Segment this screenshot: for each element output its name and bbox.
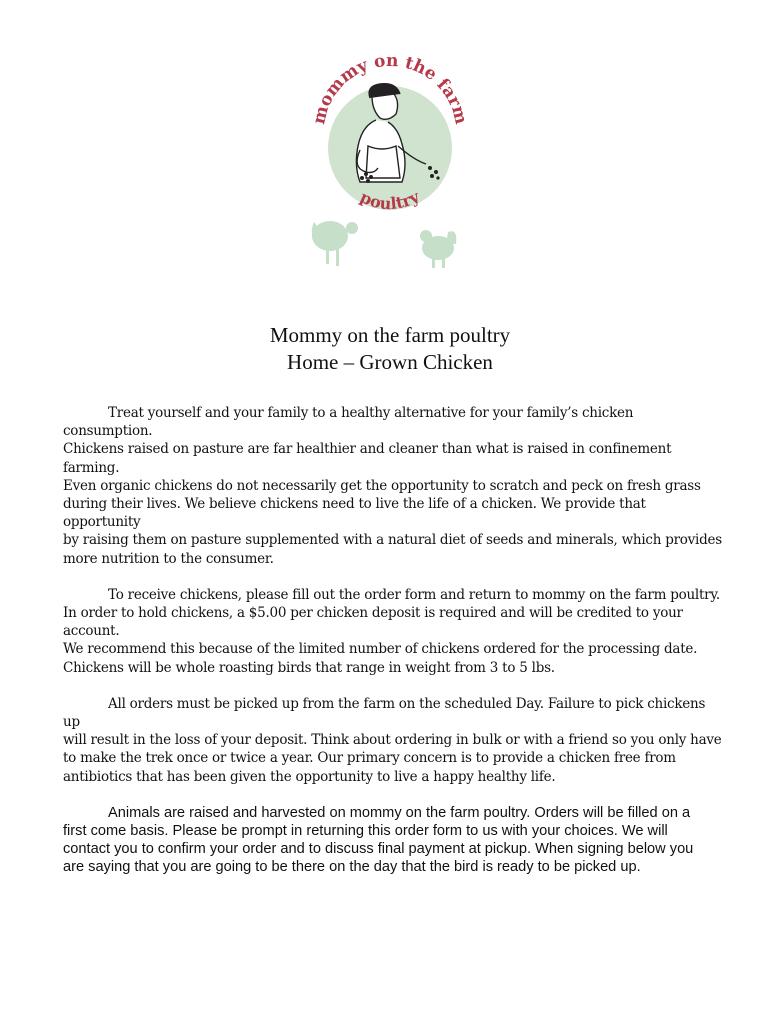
chicken-icon <box>420 230 456 268</box>
text-line: To receive chickens, please fill out the order form and return to mommy on the farm poultry. <box>108 586 720 603</box>
text-line: Chickens raised on pasture are far healthier and cleaner than what is raised in confinement farming. <box>63 441 672 476</box>
logo-graphic <box>296 50 476 280</box>
paragraph-ordering <box>63 586 725 677</box>
text-line: during their lives. We believe chickens need to live the life of a chicken. We provide that opportunity <box>63 496 646 531</box>
text-line: Animals are raised and harvested on mommy on the farm poultry. Orders will be filled on a <box>108 804 691 821</box>
logo-bottom-text: poultry <box>357 186 423 214</box>
text-line: are saying that you are going to be there on the day that the bird is ready to be picked up. <box>63 859 641 876</box>
text-line: All orders must be picked up from the farm on the scheduled Day. Failure to pick chickens up <box>63 695 706 731</box>
text-line: Treat yourself and your family to a healthy alternative for your family’s chicken consumption. <box>63 405 634 440</box>
text-line: contact you to confirm your order and to discuss final payment at pickup. When signing below you <box>63 841 694 858</box>
paragraph-pickup <box>63 695 725 786</box>
text-line: Even organic chickens do not necessarily get the opportunity to scratch and peck on fresh grass <box>63 477 701 494</box>
text-line: will result in the loss of your deposit. Think about ordering in bulk or with a friend so you only have <box>63 732 722 749</box>
page-title: Mommy on the farm poultry <box>269 323 511 347</box>
text-line: first come basis. Please be prompt in returning this order form to us with your choices. We will <box>63 823 668 840</box>
paragraph-terms <box>63 804 725 877</box>
text-line: Chickens will be whole roasting birds that range in weight from 3 to 5 lbs. <box>63 659 555 676</box>
document-header <box>0 322 770 376</box>
text-line: We recommend this because of the limited number of chickens ordered for the processing date. <box>63 641 698 658</box>
text-line: In order to hold chickens, a $5.00 per chicken deposit is required and will be credited to your account. <box>63 605 683 640</box>
page-subtitle: Home – Grown Chicken <box>287 350 493 374</box>
logo-top-text: mommy on the farm <box>309 50 471 127</box>
document-body <box>63 404 725 895</box>
text-line: more nutrition to the consumer. <box>63 550 274 567</box>
text-line: antibiotics that has been given the opportunity to live a happy healthy life. <box>63 768 556 785</box>
text-line: to make the trek once or twice a year. Our primary concern is to provide a chicken free from <box>63 750 676 767</box>
paragraph-intro <box>63 404 725 568</box>
text-line: by raising them on pasture supplemented with a natural diet of seeds and minerals, which provides <box>63 532 722 549</box>
turkey-icon <box>312 221 358 266</box>
farm-logo <box>296 50 476 280</box>
